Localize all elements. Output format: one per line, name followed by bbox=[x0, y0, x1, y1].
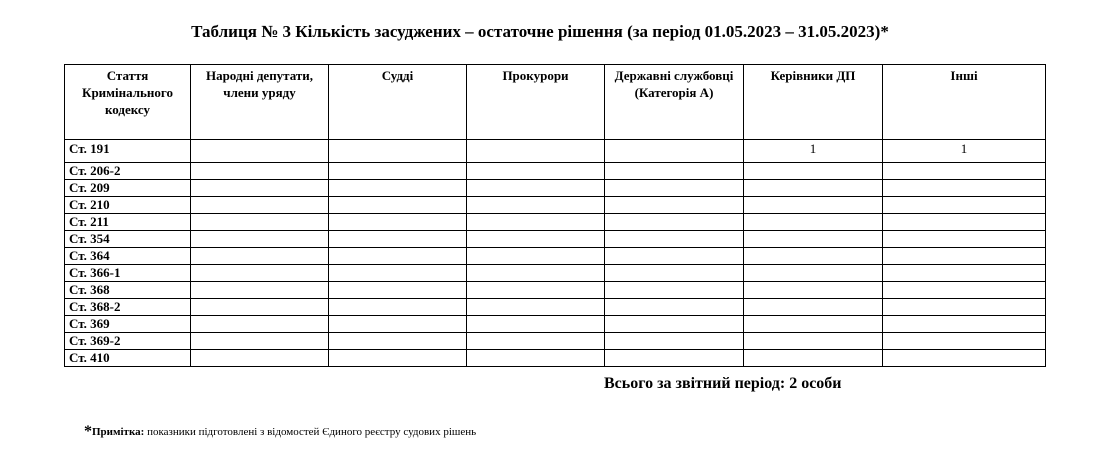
table-row bbox=[65, 282, 1046, 299]
article-cell: Ст. 354 bbox=[65, 231, 191, 248]
column-header-state-enterprise-heads: Керівники ДП bbox=[744, 65, 883, 140]
count-cell bbox=[467, 265, 605, 282]
column-header-article: Стаття Кримінального кодексу bbox=[65, 65, 191, 140]
count-cell: 1 bbox=[883, 140, 1046, 163]
footnote bbox=[84, 423, 476, 441]
table-row bbox=[65, 231, 1046, 248]
column-header-judges: Судді bbox=[329, 65, 467, 140]
column-header-prosecutors: Прокурори bbox=[467, 65, 605, 140]
footnote-marker: * bbox=[84, 423, 92, 440]
count-cell bbox=[744, 299, 883, 316]
count-cell bbox=[467, 214, 605, 231]
count-cell bbox=[605, 163, 744, 180]
count-cell bbox=[191, 265, 329, 282]
count-cell bbox=[191, 299, 329, 316]
table-row bbox=[65, 248, 1046, 265]
count-cell bbox=[467, 140, 605, 163]
count-cell bbox=[883, 299, 1046, 316]
count-cell bbox=[467, 197, 605, 214]
count-cell bbox=[744, 197, 883, 214]
count-cell bbox=[467, 350, 605, 367]
table-body bbox=[65, 140, 1046, 367]
count-cell bbox=[883, 197, 1046, 214]
article-cell: Ст. 364 bbox=[65, 248, 191, 265]
count-cell bbox=[605, 265, 744, 282]
table-row bbox=[65, 333, 1046, 350]
count-cell bbox=[329, 316, 467, 333]
article-cell: Ст. 410 bbox=[65, 350, 191, 367]
count-cell bbox=[605, 231, 744, 248]
article-cell: Ст. 210 bbox=[65, 197, 191, 214]
count-cell bbox=[605, 180, 744, 197]
count-cell bbox=[191, 214, 329, 231]
count-cell bbox=[883, 265, 1046, 282]
count-cell bbox=[605, 197, 744, 214]
table-row bbox=[65, 214, 1046, 231]
count-cell bbox=[605, 316, 744, 333]
count-cell bbox=[883, 316, 1046, 333]
count-cell bbox=[605, 333, 744, 350]
count-cell bbox=[605, 214, 744, 231]
convictions-table bbox=[64, 64, 1046, 367]
count-cell bbox=[605, 299, 744, 316]
count-cell: 1 bbox=[744, 140, 883, 163]
article-cell: Ст. 369 bbox=[65, 316, 191, 333]
count-cell bbox=[744, 163, 883, 180]
count-cell bbox=[191, 248, 329, 265]
count-cell bbox=[467, 231, 605, 248]
total-summary: Всього за звітний період: 2 особи bbox=[604, 375, 842, 392]
count-cell bbox=[329, 231, 467, 248]
article-cell: Ст. 366-1 bbox=[65, 265, 191, 282]
count-cell bbox=[191, 316, 329, 333]
count-cell bbox=[191, 333, 329, 350]
table-row bbox=[65, 140, 1046, 163]
table-row bbox=[65, 316, 1046, 333]
count-cell bbox=[605, 140, 744, 163]
table-header-row bbox=[65, 65, 1046, 140]
column-header-others: Інші bbox=[883, 65, 1046, 140]
count-cell bbox=[191, 163, 329, 180]
count-cell bbox=[329, 299, 467, 316]
count-cell bbox=[744, 282, 883, 299]
count-cell bbox=[191, 197, 329, 214]
article-cell: Ст. 369-2 bbox=[65, 333, 191, 350]
article-cell: Ст. 211 bbox=[65, 214, 191, 231]
count-cell bbox=[883, 214, 1046, 231]
count-cell bbox=[467, 299, 605, 316]
count-cell bbox=[191, 231, 329, 248]
count-cell bbox=[467, 248, 605, 265]
table-row bbox=[65, 197, 1046, 214]
table-row bbox=[65, 299, 1046, 316]
count-cell bbox=[744, 333, 883, 350]
count-cell bbox=[467, 333, 605, 350]
count-cell bbox=[467, 316, 605, 333]
count-cell bbox=[883, 333, 1046, 350]
count-cell bbox=[191, 282, 329, 299]
count-cell bbox=[329, 180, 467, 197]
table-row bbox=[65, 350, 1046, 367]
count-cell bbox=[191, 180, 329, 197]
article-cell: Ст. 368 bbox=[65, 282, 191, 299]
count-cell bbox=[883, 163, 1046, 180]
count-cell bbox=[467, 163, 605, 180]
column-header-civil-servants: Державні службовці (Категорія А) bbox=[605, 65, 744, 140]
count-cell bbox=[329, 214, 467, 231]
footnote-text: показники підготовлені з відомостей Єдиного реєстру судових рішень bbox=[144, 426, 477, 438]
count-cell bbox=[467, 282, 605, 299]
count-cell bbox=[883, 350, 1046, 367]
count-cell bbox=[744, 180, 883, 197]
article-cell: Ст. 368-2 bbox=[65, 299, 191, 316]
count-cell bbox=[605, 350, 744, 367]
column-header-mps: Народні депутати, члени уряду bbox=[191, 65, 329, 140]
count-cell bbox=[329, 282, 467, 299]
count-cell bbox=[883, 282, 1046, 299]
table-row bbox=[65, 265, 1046, 282]
count-cell bbox=[744, 316, 883, 333]
count-cell bbox=[329, 350, 467, 367]
count-cell bbox=[744, 231, 883, 248]
count-cell bbox=[329, 265, 467, 282]
count-cell bbox=[191, 350, 329, 367]
page-title: Таблиця № 3 Кількість засуджених – остаточне рішення (за період 01.05.2023 – 31.05.2023)* bbox=[191, 22, 889, 41]
count-cell bbox=[744, 248, 883, 265]
count-cell bbox=[605, 248, 744, 265]
article-cell: Ст. 209 bbox=[65, 180, 191, 197]
count-cell bbox=[744, 265, 883, 282]
count-cell bbox=[605, 282, 744, 299]
count-cell bbox=[191, 140, 329, 163]
table-row bbox=[65, 163, 1046, 180]
table-row bbox=[65, 180, 1046, 197]
article-cell: Ст. 191 bbox=[65, 140, 191, 163]
count-cell bbox=[329, 163, 467, 180]
count-cell bbox=[467, 180, 605, 197]
count-cell bbox=[744, 350, 883, 367]
count-cell bbox=[744, 214, 883, 231]
count-cell bbox=[883, 231, 1046, 248]
count-cell bbox=[329, 140, 467, 163]
count-cell bbox=[883, 248, 1046, 265]
count-cell bbox=[329, 248, 467, 265]
count-cell bbox=[329, 333, 467, 350]
count-cell bbox=[329, 197, 467, 214]
footnote-label: Примітка: bbox=[92, 426, 145, 438]
article-cell: Ст. 206-2 bbox=[65, 163, 191, 180]
count-cell bbox=[883, 180, 1046, 197]
